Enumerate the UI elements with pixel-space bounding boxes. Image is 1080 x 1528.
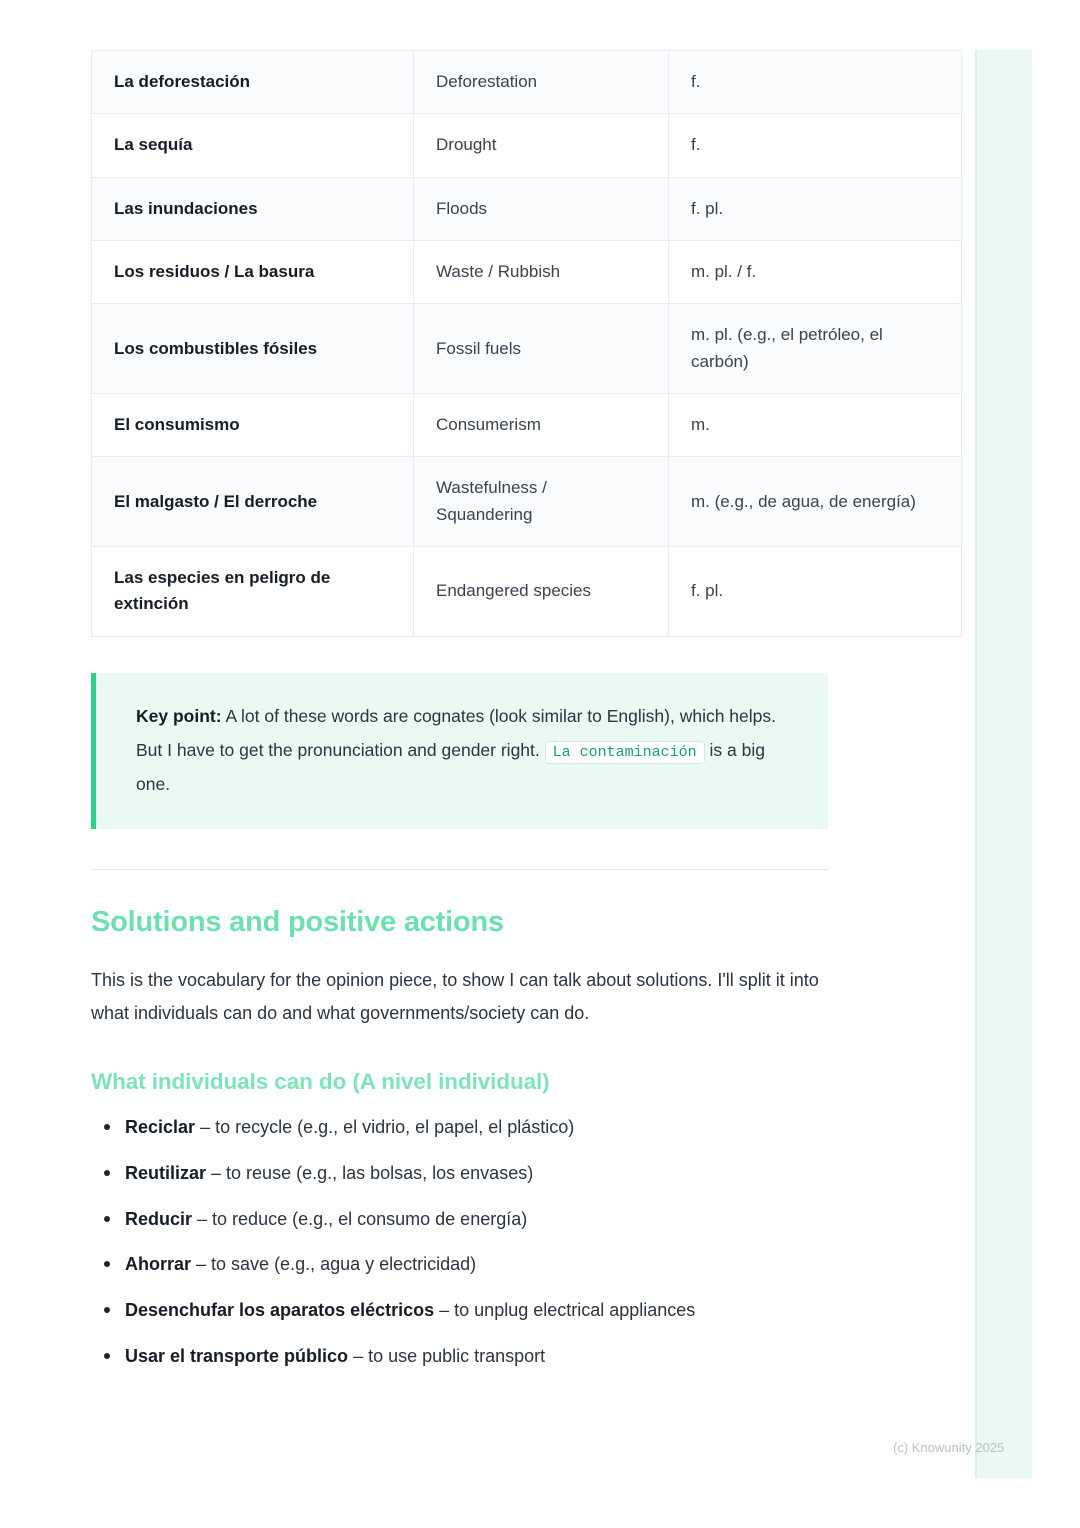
list-item-definition: – to reduce (e.g., el consumo de energía)	[192, 1208, 528, 1229]
table-cell-translation: Floods	[414, 177, 669, 240]
section-divider	[91, 869, 828, 870]
list-item	[125, 1206, 828, 1234]
list-item-definition: – to use public transport	[348, 1346, 546, 1367]
list-item-definition: – to unplug electrical appliances	[434, 1300, 696, 1321]
list-item-term: Reutilizar	[125, 1162, 207, 1183]
table-row	[92, 177, 962, 240]
table-cell-term: La deforestación	[92, 51, 414, 114]
table-cell-term: Los residuos / La basura	[92, 241, 414, 304]
list-item-term: Usar el transporte público	[125, 1346, 349, 1367]
table-cell-term: El malgasto / El derroche	[92, 457, 414, 547]
table-cell-translation: Endangered species	[414, 547, 669, 637]
list-item-definition: – to recycle (e.g., el vidrio, el papel, el plástico)	[195, 1116, 575, 1137]
table-cell-term: Los combustibles fósiles	[92, 304, 414, 394]
table-cell-term: Las inundaciones	[92, 177, 414, 240]
vocabulary-table-body	[92, 51, 962, 637]
table-cell-translation: Waste / Rubbish	[414, 241, 669, 304]
list-item-term: Reciclar	[125, 1116, 196, 1137]
key-point-callout	[91, 673, 828, 830]
table-cell-term: Las especies en peligro de extinción	[92, 547, 414, 637]
table-cell-gender: f.	[669, 51, 962, 114]
decorative-side-band	[975, 50, 1032, 1478]
list-item-term: Ahorrar	[125, 1254, 192, 1275]
list-item-definition: – to save (e.g., agua y electricidad)	[191, 1254, 477, 1275]
table-cell-translation: Deforestation	[414, 51, 669, 114]
list-item-definition: – to reuse (e.g., las bolsas, los envases)	[206, 1162, 534, 1183]
table-cell-gender: m.	[669, 394, 962, 457]
list-item	[125, 1343, 828, 1371]
key-point-label: Key point:	[136, 705, 222, 726]
table-row	[92, 457, 962, 547]
table-row	[92, 51, 962, 114]
list-item-term: Reducir	[125, 1208, 193, 1229]
table-row	[92, 547, 962, 637]
table-cell-translation: Consumerism	[414, 394, 669, 457]
individual-actions-list	[91, 1114, 828, 1371]
table-cell-term: La sequía	[92, 114, 414, 177]
list-item	[125, 1297, 828, 1325]
table-row	[92, 241, 962, 304]
copyright-credit: (c) Knowunity 2025	[893, 1440, 1005, 1455]
table-cell-gender: f.	[669, 114, 962, 177]
key-point-text-before: A lot of these words are cognates (look similar to English), which helps. But I have to get the pronunciation and gender right.	[136, 705, 776, 760]
table-cell-gender: f. pl.	[669, 177, 962, 240]
key-point-text-after: is a big one.	[136, 739, 765, 795]
list-item	[125, 1160, 828, 1188]
inline-code-term: La contaminación	[545, 741, 705, 764]
table-cell-translation: Wastefulness / Squandering	[414, 457, 669, 547]
table-cell-gender: f. pl.	[669, 547, 962, 637]
table-cell-term: El consumismo	[92, 394, 414, 457]
table-row	[92, 114, 962, 177]
list-item	[125, 1114, 828, 1142]
vocabulary-table	[91, 50, 962, 637]
table-cell-gender: m. pl. / f.	[669, 241, 962, 304]
subsection-heading: What individuals can do (A nivel individual)	[91, 1068, 550, 1094]
decorative-side-band-divider	[975, 50, 977, 1478]
table-cell-translation: Fossil fuels	[414, 304, 669, 394]
table-row	[92, 304, 962, 394]
section-heading: Solutions and positive actions	[91, 906, 504, 939]
section-paragraph: This is the vocabulary for the opinion piece, to show I can talk about solutions. I'll split it into what individuals can do and what governments/society can do.	[91, 969, 819, 1024]
table-cell-gender: m. (e.g., de agua, de energía)	[669, 457, 962, 547]
document-content	[91, 50, 916, 1389]
table-cell-translation: Drought	[414, 114, 669, 177]
list-item-term: Desenchufar los aparatos eléctricos	[125, 1300, 435, 1321]
list-item	[125, 1251, 828, 1279]
table-cell-gender: m. pl. (e.g., el petróleo, el carbón)	[669, 304, 962, 394]
table-row	[92, 394, 962, 457]
